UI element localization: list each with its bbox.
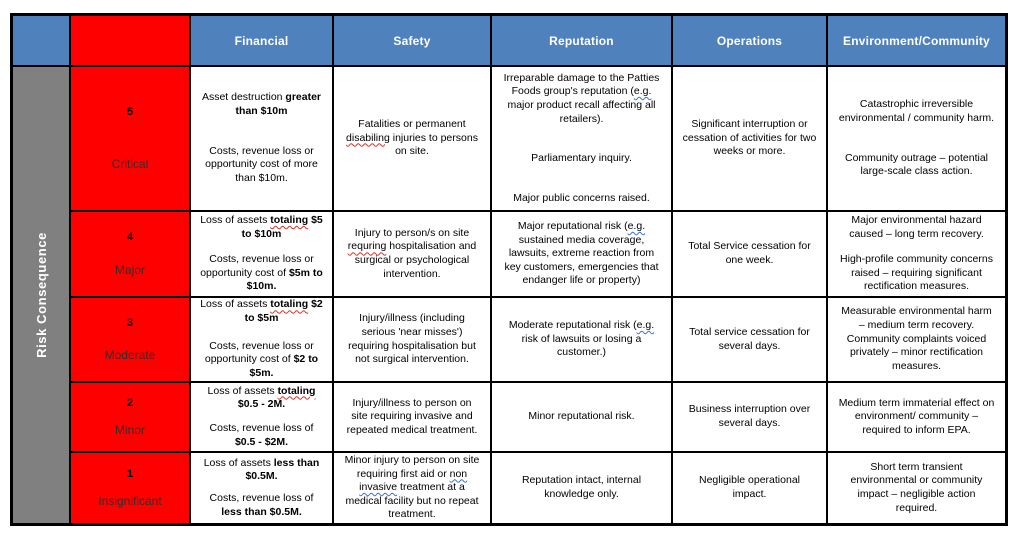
risk-consequence-axis-label: Risk Consequence bbox=[33, 232, 49, 358]
cell-major-environment: Major environmental hazard caused – long term recovery. High-profile community concerns raised – requiring significant rectification measures. bbox=[828, 212, 1005, 296]
cell-major-financial: Loss of assets totaling $5 to $10m Costs, revenue loss or opportunity cost of $5m to $10m. bbox=[191, 212, 332, 296]
level-name: Moderate bbox=[104, 348, 156, 362]
corner-cell bbox=[13, 16, 69, 65]
cell-minor-safety: Injury/illness to person on site requiring invasive and repeated medical treatment. bbox=[334, 383, 490, 451]
level-name: Critical bbox=[111, 157, 149, 171]
cell-critical-operations: Significant interruption or cessation of activities for two weeks or more. bbox=[673, 67, 826, 210]
cell-critical-reputation: Irreparable damage to the Patties Foods group's reputation (e.g. major product recall affecting all retailers). Parliamentary inquiry. Major public concerns raised. bbox=[492, 67, 671, 210]
cell-minor-environment: Medium term immaterial effect on environment/ community – required to inform EPA. bbox=[828, 383, 1005, 451]
column-header-safety: Safety bbox=[334, 16, 490, 65]
cell-minor-reputation: Minor reputational risk. bbox=[492, 383, 671, 451]
cell-major-reputation: Major reputational risk (e.g. sustained media coverage, lawsuits, extreme reaction from key customers, emergencies that endanger life or property) bbox=[492, 212, 671, 296]
level-name: Insignificant bbox=[98, 494, 162, 509]
cell-critical-safety: Fatalities or permanent disabiling injuries to persons on site. bbox=[334, 67, 490, 210]
level-number: 4 bbox=[126, 231, 134, 244]
cell-major-safety: Injury to person/s on site requring hospitalisation and surgical or psychological intervention. bbox=[334, 212, 490, 296]
cell-moderate-financial: Loss of assets totaling $2 to $5m Costs, revenue loss or opportunity cost of $2 to $5m. bbox=[191, 298, 332, 381]
level-name: Minor bbox=[114, 423, 145, 437]
cell-moderate-operations: Total service cessation for several days. bbox=[673, 298, 826, 381]
cell-minor-financial: Loss of assets totaling $0.5 - 2M. Costs, revenue loss of $0.5 - $2M. bbox=[191, 383, 332, 451]
cell-critical-financial: Asset destruction greater than $10m Costs, revenue loss or opportunity cost of more than $10m. bbox=[191, 67, 332, 210]
cell-critical-environment: Catastrophic irreversible environmental / community harm. Community outrage – potential large-scale class action. bbox=[828, 67, 1005, 210]
level-number: 5 bbox=[126, 106, 134, 118]
level-cell-minor bbox=[71, 383, 189, 451]
level-cell-moderate bbox=[71, 298, 189, 381]
level-name: Major bbox=[114, 262, 145, 277]
cell-insignificant-operations: Negligible operational impact. bbox=[673, 453, 826, 523]
level-cell-major bbox=[71, 212, 189, 296]
column-header-financial: Financial bbox=[191, 16, 332, 65]
level-cell-critical bbox=[71, 67, 189, 210]
level-number: 1 bbox=[126, 467, 134, 480]
cell-insignificant-environment: Short term transient environmental or community impact – negligible action required. bbox=[828, 453, 1005, 523]
column-header-operations: Operations bbox=[673, 16, 826, 65]
cell-moderate-reputation: Moderate reputational risk (e.g. risk of lawsuits or losing a customer.) bbox=[492, 298, 671, 381]
cell-insignificant-safety: Minor injury to person on site requiring first aid or non invasive treatment at a medical facility but no repeat treatment. bbox=[334, 453, 490, 523]
risk-consequence-axis-cell bbox=[13, 67, 69, 523]
level-number: 3 bbox=[126, 317, 134, 329]
cell-moderate-environment: Measurable environmental harm – medium term recovery. Community complaints voiced privately – minor rectification measures. bbox=[828, 298, 1005, 381]
cell-insignificant-reputation: Reputation intact, internal knowledge only. bbox=[492, 453, 671, 523]
risk-table bbox=[10, 13, 1008, 526]
column-header-reputation: Reputation bbox=[492, 16, 671, 65]
level-cell-insignificant bbox=[71, 453, 189, 523]
cell-moderate-safety: Injury/illness (including serious 'near misses') requiring hospitalisation but not surgical intervention. bbox=[334, 298, 490, 381]
level-number: 2 bbox=[126, 397, 134, 409]
cell-insignificant-financial: Loss of assets less than $0.5M. Costs, revenue loss of less than $0.5M. bbox=[191, 453, 332, 523]
cell-minor-operations: Business interruption over several days. bbox=[673, 383, 826, 451]
column-header-environment-community: Environment/Community bbox=[828, 16, 1005, 65]
level-column-header-cell bbox=[71, 16, 189, 65]
cell-major-operations: Total Service cessation for one week. bbox=[673, 212, 826, 296]
